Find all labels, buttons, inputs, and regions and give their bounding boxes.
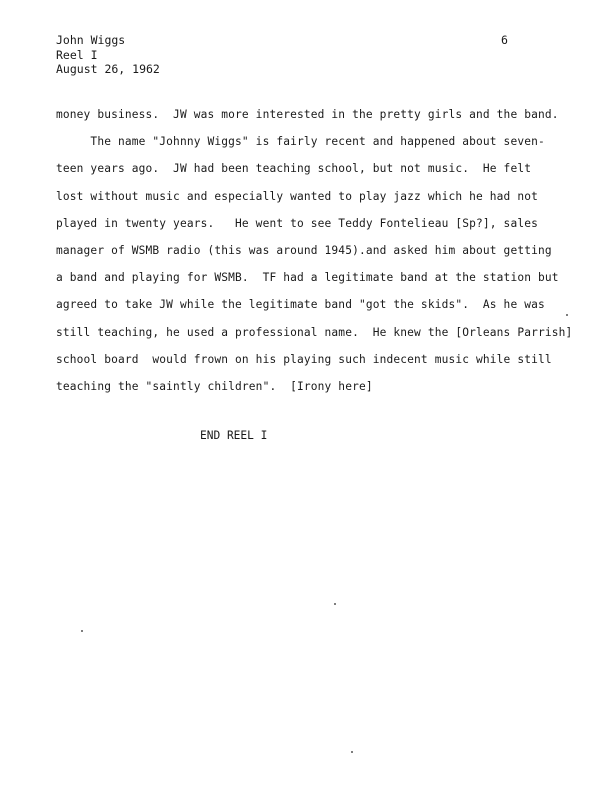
body-line: school board would frown on his playing such indecent music while still: [56, 352, 552, 366]
body-line: The name "Johnny Wiggs" is fairly recent and happened about seven-: [56, 135, 545, 149]
body-line: teen years ago. JW had been teaching school, but not music. He felt: [56, 162, 532, 176]
page-number: 6: [501, 33, 508, 47]
body-line: a band and playing for WSMB. TF had a legitimate band at the station but: [56, 271, 559, 285]
transcript-body: [56, 101, 576, 400]
scan-speck: [334, 603, 336, 605]
body-line: played in twenty years. He went to see Teddy Fontelieau [Sp?], sales: [56, 216, 538, 230]
interview-date: August 26, 1962: [56, 62, 160, 76]
scan-speck: [566, 314, 568, 316]
body-line: agreed to take JW while the legitimate band "got the skids". As he was: [56, 298, 545, 312]
body-line: money business. JW was more interested in the pretty girls and the band.: [56, 108, 559, 121]
header-block: [56, 33, 160, 77]
body-line: manager of WSMB radio (this was around 1945).and asked him about getting: [56, 244, 552, 258]
interviewee-name: John Wiggs: [56, 33, 126, 47]
end-reel-label: END REEL I: [200, 429, 268, 442]
reel-label: Reel I: [56, 47, 98, 62]
body-line: still teaching, he used a professional name. He knew the [Orleans Parrish]: [56, 325, 573, 339]
body-line: teaching the "saintly children". [Irony here]: [56, 380, 373, 394]
body-line: lost without music and especially wanted to play jazz which he had not: [56, 189, 538, 203]
scan-speck: [351, 751, 353, 753]
scan-speck: [81, 630, 83, 632]
